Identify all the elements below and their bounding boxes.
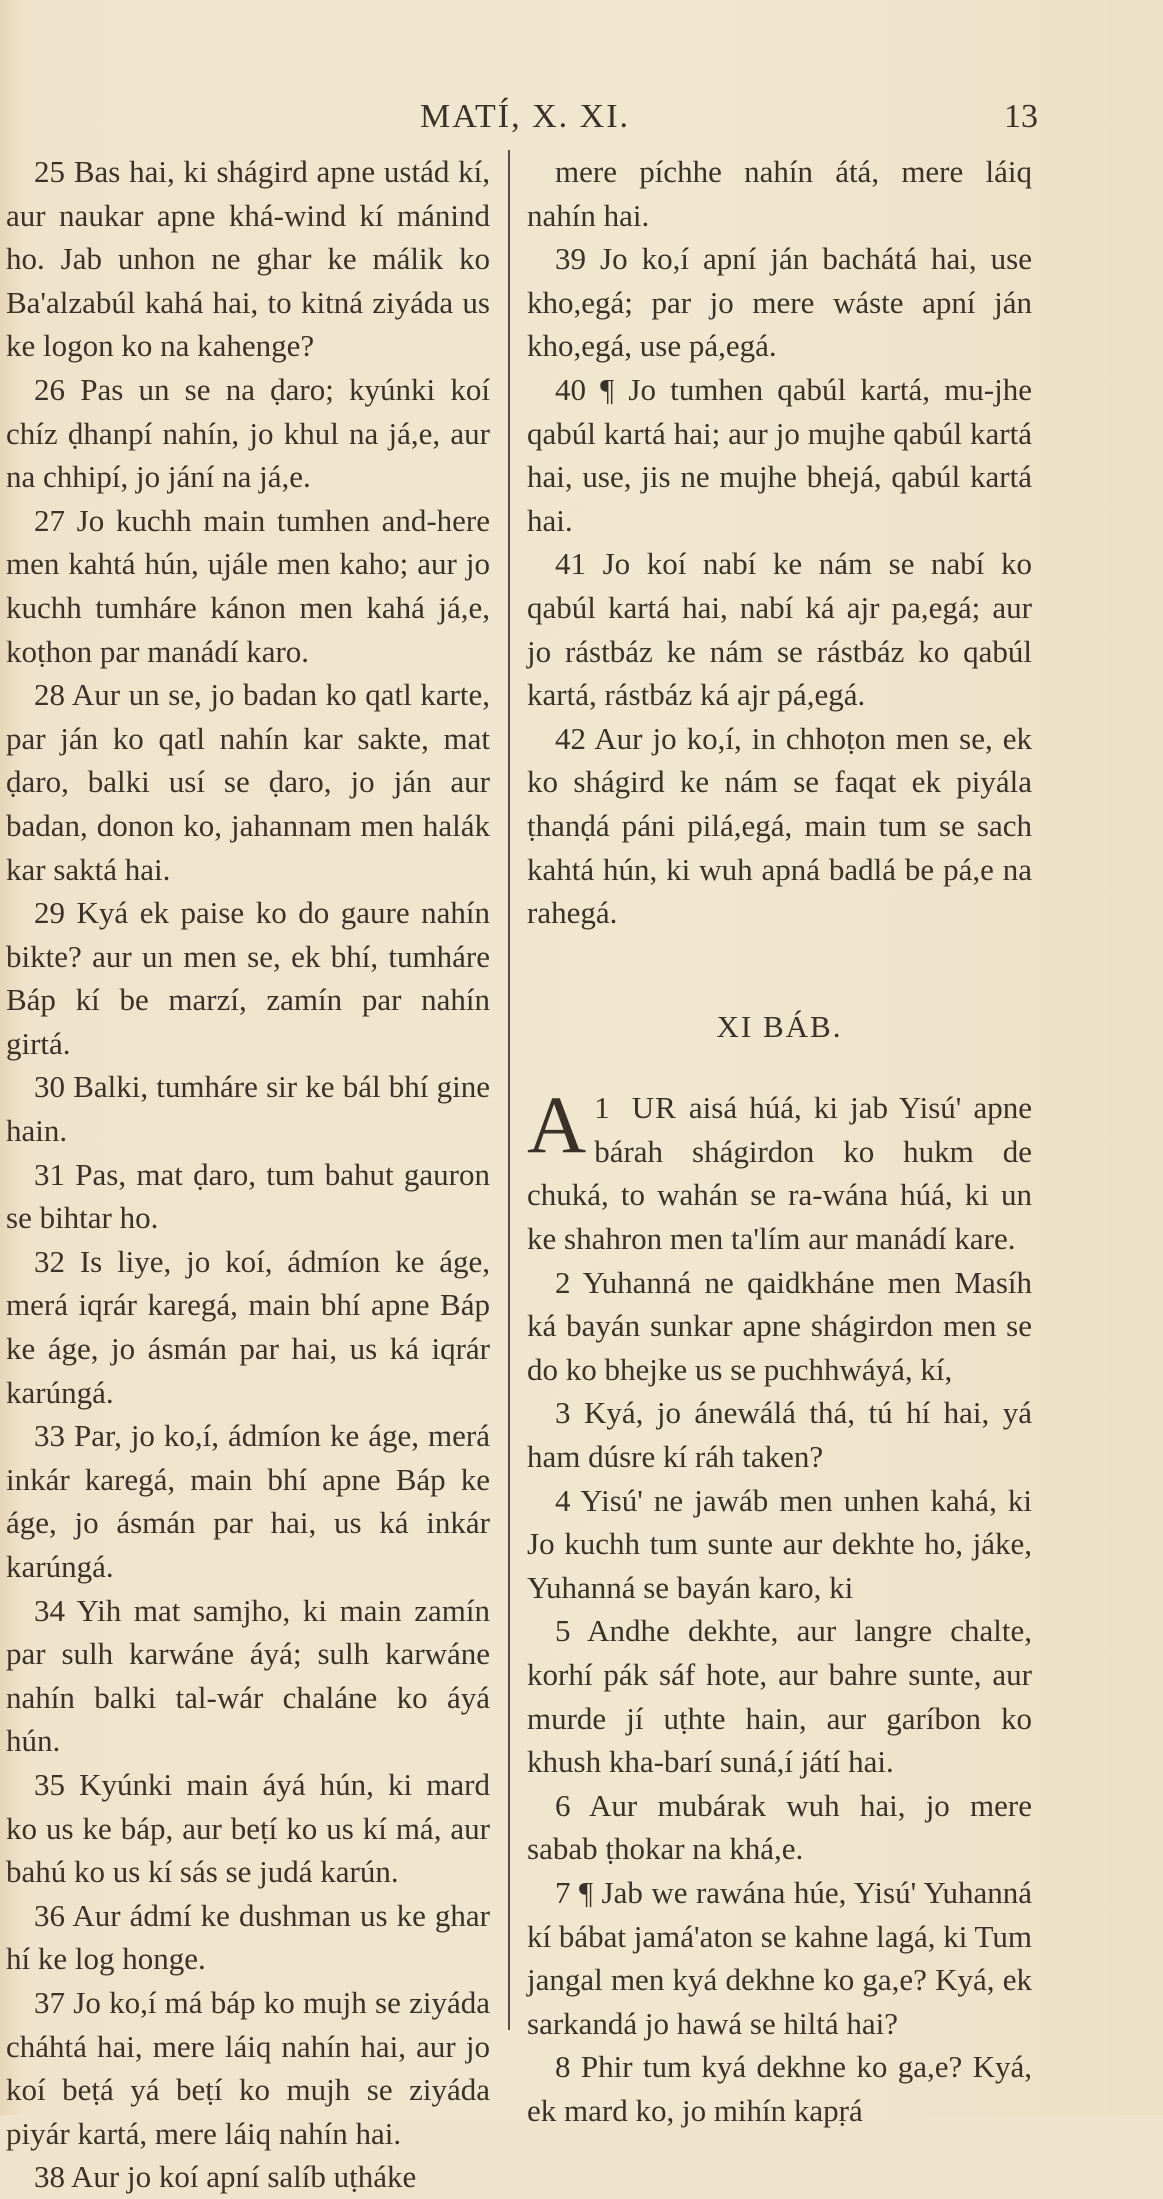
verse: 7 ¶ Jab we rawána húe, Yisú' Yuhanná kí bábat jamá'aton se kahne lagá, ki Tum jangal men kyá dekhne ko ga,e? Kyá, ek sarkandá jo hawá se hiltá hai? <box>527 1874 1032 2041</box>
verse: 35 Kyúnki main áyá hún, ki mard ko us ke báp, aur beṭí ko us kí má, aur bahú ko us kí sás se judá karún. <box>6 1766 490 1890</box>
verse: 33 Par, jo ko,í, ádmíon ke áge, merá inkár karegá, main bhí apne Báp ke áge, jo ásmán par hai, us ká inkár karúngá. <box>6 1418 490 1584</box>
verse: 38 Aur jo koí apní salíb uṭháke <box>34 2159 417 2195</box>
chapter-first-verse <box>527 1079 1032 1260</box>
left-column <box>6 150 490 2199</box>
opening-caps: UR <box>631 1090 677 1126</box>
verse: 32 Is liye, jo koí, ádmíon ke áge, merá iqrár karegá, main bhí apne Báp ke áge, jo ásmán par hai, us ká iqrár karúngá. <box>6 1243 490 1410</box>
verse: 5 Andhe dekhte, aur langre chalte, korhí pák sáf hote, aur bahre sunte, aur murde jí uṭhte hain, aur garíbon ko khush kha-barí suná,í játí hai. <box>527 1613 1032 1780</box>
drop-cap: A <box>527 1079 587 1171</box>
verse: 4 Yisú' ne jawáb men unhen kahá, ki Jo kuchh tum sunte aur dekhte ho, jáke, Yuhanná se bayán karo, ki <box>527 1482 1032 1605</box>
verse: 25 Bas hai, ki shágird apne ustád kí, aur naukar apne khá-wind kí mánind ho. Jab unhon ne ghar ke málik ko Ba'alzabúl kahá hai, to kitná ziyáda us ke logon ko na kahenge? <box>6 154 490 364</box>
verse: 36 Aur ádmí ke dushman us ke ghar hí ke log honge. <box>6 1897 490 1977</box>
verse: 34 Yih mat samjho, ki main zamín par sulh karwáne áyá; sulh karwáne nahín balki tal-wár chaláne ko áyá hún. <box>6 1592 490 1759</box>
verse: 40 ¶ Jo tumhen qabúl kartá, mu-jhe qabúl kartá hai; aur jo mujhe qabúl kartá hai, use, jis ne mujhe bhejá, qabúl kartá hai. <box>527 371 1032 538</box>
running-title: MATÍ, X. XI. <box>420 98 631 135</box>
verse: 2 Yuhanná ne qaidkháne men Masíh ká bayán sunkar apne shágirdon men se do ko bhejke us se puchhwáyá, kí, <box>527 1264 1032 1387</box>
chapter-heading: XI BÁB. <box>716 1008 843 1044</box>
verse: 30 Balki, tumháre sir ke bál bhí gine hain. <box>6 1069 490 1149</box>
column-divider <box>508 150 510 2030</box>
page-number: 13 <box>1004 98 1038 135</box>
verse: 39 Jo ko,í apní ján bachátá hai, use kho,egá; par jo mere wáste apní ján kho,egá, use pá,egá. <box>527 241 1032 364</box>
verse-text: aisá húá, ki jab Yisú' apne bárah shágirdon ko hukm de chuká, to wahán se ra-wána húá, ki un ke shahron men ta'lím aur manádí kare. <box>527 1090 1032 1257</box>
verse: 37 Jo ko,í má báp ko mujh se ziyáda cháhtá hai, mere láiq nahín hai, aur jo koí beṭá yá beṭí ko mujh se ziyáda piyár kartá, mere láiq nahín hai. <box>6 1984 490 2151</box>
verse: 8 Phir tum kyá dekhne ko ga,e? Kyá, ek mard ko, jo mihín kapṛá <box>527 2049 1032 2128</box>
page-header <box>0 98 1163 148</box>
verse-number: 1 <box>594 1090 610 1126</box>
verse: 42 Aur jo ko,í, in chhoṭon men se, ek ko shágird ke nám se faqat ek piyála ṭhanḍá páni pilá,egá, main tum se sach kahtá hún, ki wuh apná badlá be pá,e na rahegá. <box>527 720 1032 931</box>
verse: 28 Aur un se, jo badan ko qatl karte, par ján ko qatl nahín kar sakte, mat ḍaro, balki usí se ḍaro, jo ján aur badan, donon ko, jahannam men halák kar saktá hai. <box>6 677 490 887</box>
verse: 6 Aur mubárak wuh hai, jo mere sabab ṭhokar na khá,e. <box>527 1787 1032 1867</box>
verse: 3 Kyá, jo ánewálá thá, tú hí hai, yá ham dúsre kí ráh taken? <box>527 1395 1032 1475</box>
verse: 29 Kyá ek paise ko do gaure nahín bikte? aur un men se, ek bhí, tumháre Báp kí be marzí, zamín par nahín girtá. <box>6 895 490 1061</box>
verse: 27 Jo kuchh main tumhen and-here men kahtá hún, ujále men kaho; aur jo kuchh tumháre kánon men kahá já,e, koṭhon par manádí karo. <box>6 502 490 669</box>
verse: 41 Jo koí nabí ke nám se nabí ko qabúl kartá hai, nabí ká ajr pa,egá; aur jo rástbáz ke nám se rástbáz ko qabúl kartá, rástbáz ká ajr pá,egá. <box>527 546 1032 713</box>
verse: 31 Pas, mat ḍaro, tum bahut gauron se bihtar ho. <box>6 1156 490 1236</box>
verse: mere píchhe nahín átá, mere láiq nahín hai. <box>527 154 1032 233</box>
right-column <box>527 150 1032 2133</box>
verse: 26 Pas un se na ḍaro; kyúnki koí chíz ḍhanpí nahín, jo khul na já,e, aur na chhipí, jo jání na já,e. <box>6 371 490 495</box>
